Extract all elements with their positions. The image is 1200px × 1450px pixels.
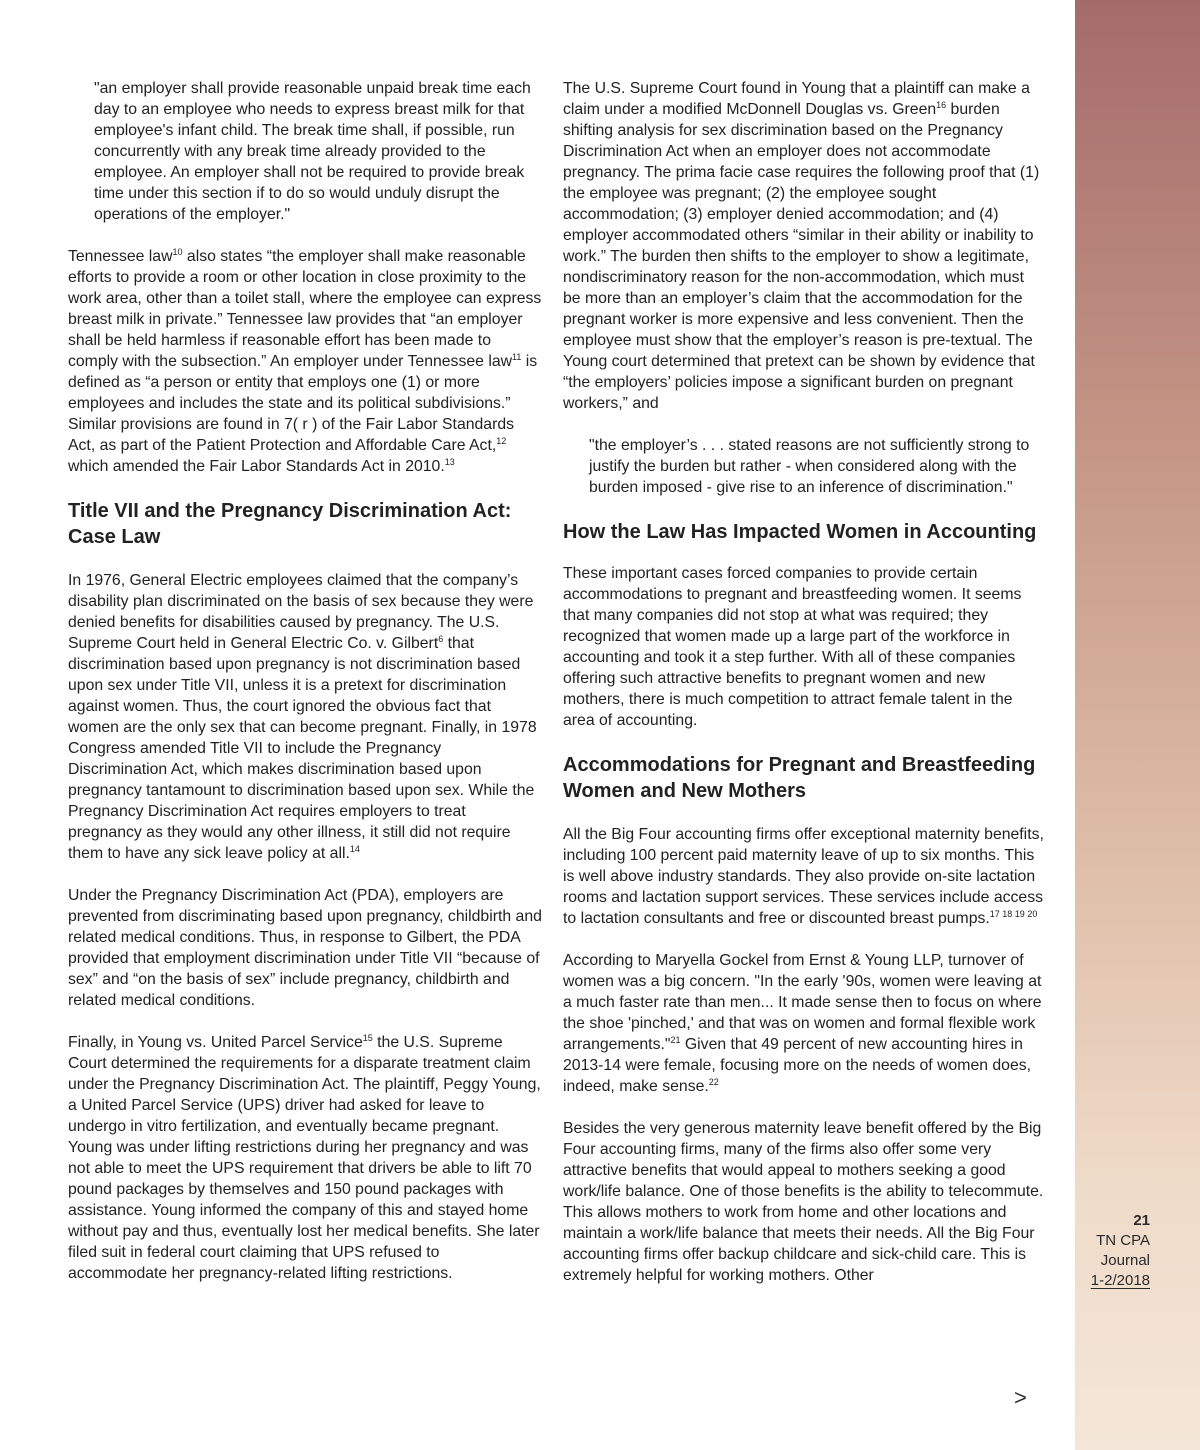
paragraph-young-vs-ups [68, 1032, 543, 1284]
paragraph-big-four-benefits [563, 824, 1045, 929]
footnote-ref: 15 [362, 1033, 373, 1043]
section-heading-accommodations: Accommodations for Pregnant and Breastfeeding Women and New Mothers [563, 754, 1036, 802]
text-run: the U.S. Supreme Court determined the requirements for a disparate treatment claim under the Pregnancy Discrimination Act. The plaintiff, Peggy Young, a United Parcel Service (UPS) driver had asked for leave to undergo in vitro fertilization, and eventually became pregnant. Young was under lifting restrictions during her pregnancy and was not able to meet the UPS requirement that drivers be able to lift 70 pound packages by themselves and 150 pound packages with assistance. Young informed the company of this and stayed home without pay and thus, eventually lost her medical benefits. She later filed suit in federal court claiming that UPS refused to accommodate her pregnancy-related lifting restrictions. [68, 1034, 541, 1282]
footnote-ref: 22 [708, 1077, 719, 1087]
footnote-ref: 13 [444, 457, 455, 467]
paragraph-tennessee-law [68, 246, 543, 477]
paragraph-pda: Under the Pregnancy Discrimination Act (PDA), employers are prevented from discriminating based upon pregnancy, childbirth and related medical conditions. Thus, in response to Gilbert, the PDA provided that employment discrimination under Title VII “because of sex” and “on the basis of sex” include pregnancy, childbirth and related medical conditions. [68, 887, 542, 1009]
page-info [1091, 1211, 1150, 1291]
publication-subtitle: Journal [1100, 1252, 1150, 1269]
footnote-ref: 14 [349, 844, 360, 854]
text-run: burden shifting analysis for sex discrimination based on the Pregnancy Discrimination Act when an employer does not accommodate pregnancy. The prima facie case requires the following proof that (1) the employee was pregnant; (2) the employee sought accommodation; (3) employer denied accommodation; and (4) employer accommodated others “similar in their ability or inability to work.” The burden then shifts to the employer to show a legitimate, nondiscriminatory reason for the non-accommodation, which must be more than an employer’s claim that the accommodation for the pregnant worker is more expensive and less convenient. Then the employee must show that the employer’s reason is pre-textual. The Young court determined that pretext can be shown by evidence that “the employers’ policies impose a significant burden on pregnant workers,” and [563, 101, 1040, 412]
left-column [68, 78, 543, 1305]
publication-name: TN CPA [1096, 1232, 1150, 1249]
footnote-ref: 11 [512, 352, 522, 362]
text-run: Given that 49 percent of new accounting hires in 2013-14 were female, focusing more on the needs of women does, indeed, make sense. [563, 1036, 1032, 1095]
text-run: The U.S. Supreme Court found in Young that a plaintiff can make a claim under a modified McDonnell Douglas vs. Green [563, 80, 1030, 118]
page-number: 21 [1133, 1212, 1150, 1229]
right-column [563, 78, 1045, 1307]
footnote-ref: 16 [936, 100, 947, 110]
section-heading-impact: How the Law Has Impacted Women in Accounting [563, 521, 1037, 543]
paragraph-supreme-court-young [563, 78, 1045, 414]
paragraph-general-electric [68, 570, 543, 864]
text-run: According to Maryella Gockel from Ernst & Young LLP, turnover of women was a big concern. "In the early '90s, women were leaving at a much faster rate than men... It made sense then to focus on where the shoe 'pinched,' and that was on women and formal flexible work arrangements." [563, 952, 1042, 1053]
text-run: which amended the Fair Labor Standards Act in 2010. [68, 458, 445, 475]
text-run: also states “the employer shall make reasonable efforts to provide a room or other location in close proximity to the work area, other than a toilet stall, where the employee can express breast milk in private.” Tennessee law provides that “an employer shall be held harmless if reasonable effort has been made to comply with the subsection.” An employer under Tennessee law [68, 248, 542, 370]
footnote-ref: 17 18 19 20 [989, 909, 1038, 919]
paragraph-telecommute: Besides the very generous maternity leave benefit offered by the Big Four accounting firms, many of the firms also offer some very attractive benefits that would appeal to mothers seeking a good work/life balance. One of those benefits is the ability to telecommute. This allows mothers to work from home and other locations and maintain a work/life balance that meets their needs. All the Big Four accounting firms offer backup childcare and sick-child care. This is extremely helpful for working mothers. Other [563, 1120, 1044, 1284]
text-run: Tennessee law [68, 248, 173, 265]
text-run: In 1976, General Electric employees claimed that the company’s disability plan discriminated on the basis of sex because they were denied benefits for disabilities caused by pregnancy. The U.S. Supreme Court held in General Electric Co. v. Gilbert [68, 572, 534, 652]
block-quote: "the employer’s . . . stated reasons are not sufficiently strong to justify the burden but rather - when considered along with the burden imposed - give rise to an inference of discrimination." [589, 437, 1030, 496]
paragraph-maryella-gockel [563, 950, 1045, 1097]
text-run: Finally, in Young vs. United Parcel Service [68, 1034, 363, 1051]
footnote-ref: 10 [172, 247, 183, 257]
footnote-ref: 21 [670, 1035, 681, 1045]
text-run: is defined as “a person or entity that employs one (1) or more employees and includes the state and its political subdivisions.” Similar provisions are found in 7( r ) of the Fair Labor Standards Act, as part of the Patient Protection and Affordable Care Act, [68, 353, 538, 454]
block-quote: "an employer shall provide reasonable unpaid break time each day to an employee who needs to express breast milk for that employee's infant child. The break time shall, if possible, run concurrently with any break time already provided to the employee. An employer shall not be required to provide break time under this section if to do so would unduly disrupt the operations of the employer." [94, 80, 531, 223]
section-heading-title-vii: Title VII and the Pregnancy Discrimination Act: Case Law [68, 500, 512, 548]
text-run: All the Big Four accounting firms offer exceptional maternity benefits, including 100 percent paid maternity leave of up to six months. This is well above industry standards. They also provide on-site lactation rooms and lactation support services. These services include access to lactation consultants and free or discounted breast pumps. [563, 826, 1044, 927]
next-page-icon[interactable]: > [1014, 1385, 1027, 1410]
footnote-ref: 12 [496, 436, 507, 446]
paragraph-important-cases: These important cases forced companies to provide certain accommodations to pregnant and breastfeeding women. It seems that many companies did not stop at what was required; they recognized that women made up a large part of the workforce in accounting and took it a step further. With all of these companies offering such attractive benefits to pregnant women and new mothers, there is much competition to attract female talent in the area of accounting. [563, 565, 1022, 729]
text-run: that discrimination based upon pregnancy is not discrimination based upon sex under Title VII, unless it is a pretext for discrimination against women. Thus, the court ignored the obvious fact that women are the only sex that can become pregnant. Finally, in 1978 Congress amended Title VII to include the Pregnancy Discrimination Act, which makes discrimination based upon pregnancy tantamount to discrimination based upon sex. While the Pregnancy Discrimination Act requires employers to treat pregnancy as they would any other illness, it still did not require them to have any sick leave policy at all. [68, 635, 537, 862]
issue-date: 1-2/2018 [1090, 1272, 1150, 1289]
footnote-ref: 6 [438, 634, 444, 644]
